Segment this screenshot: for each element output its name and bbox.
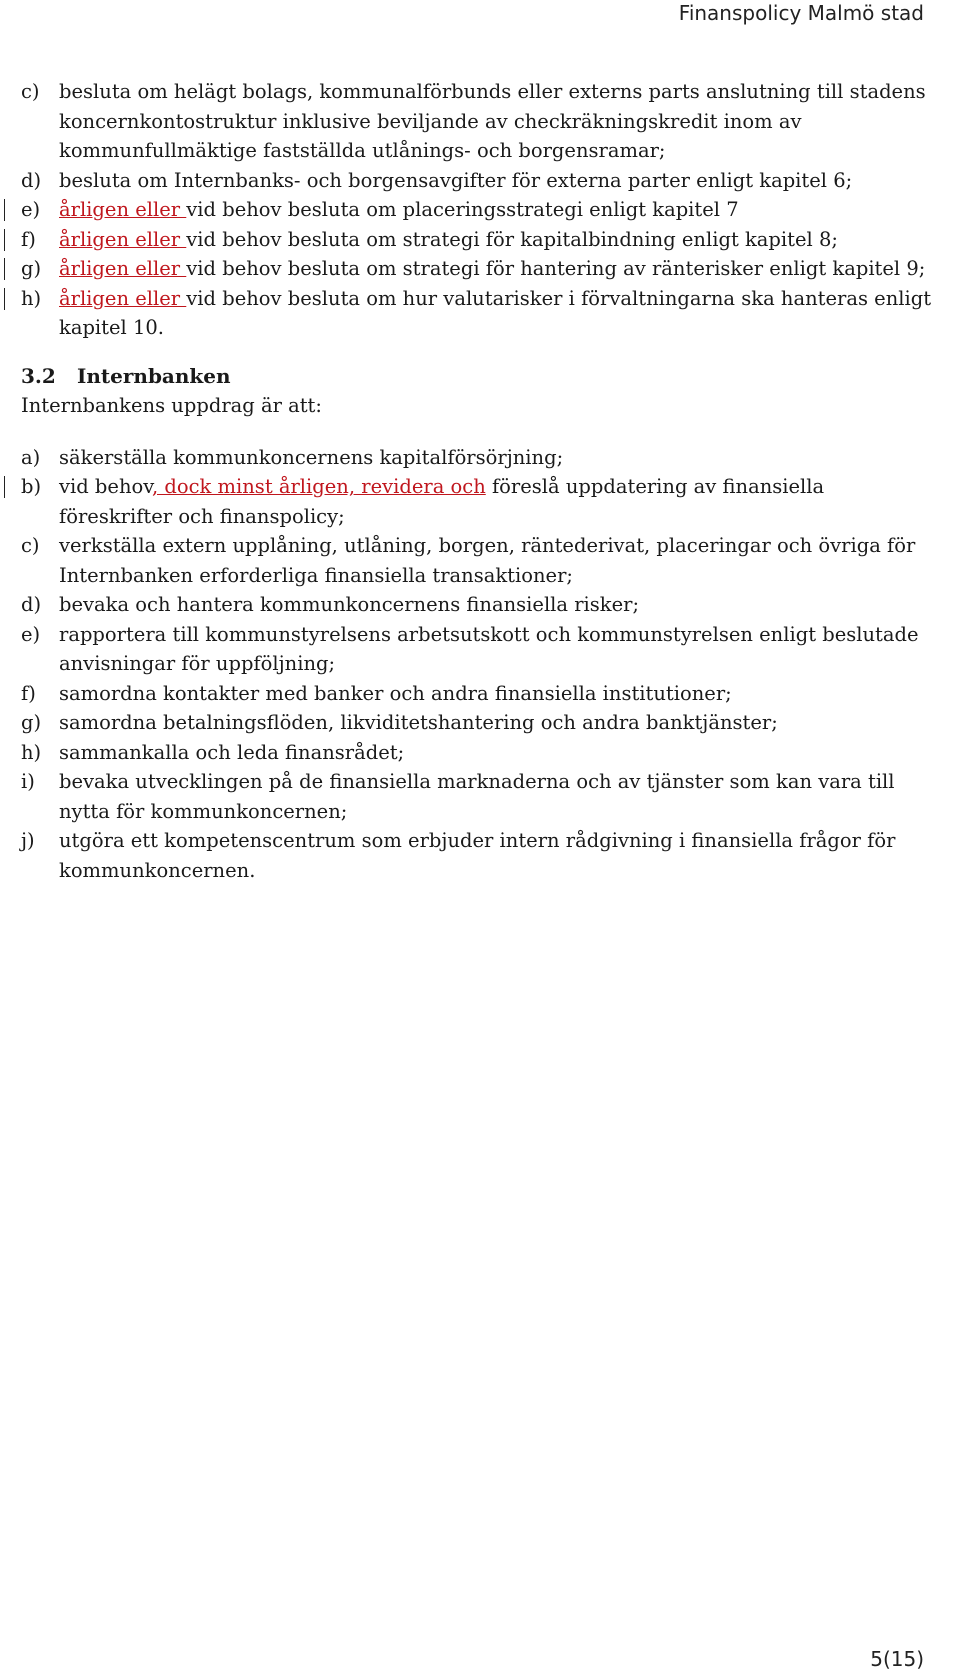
section-intro: Internbankens uppdrag är att: — [21, 393, 322, 417]
list-item — [21, 590, 941, 620]
list-marker: c) — [21, 534, 40, 557]
revision-insert: årligen eller — [59, 227, 187, 251]
list-marker: f) — [21, 227, 36, 251]
change-bar — [4, 258, 5, 280]
section-title: Internbanken — [77, 363, 231, 388]
section-number: 3.2 — [21, 363, 56, 388]
item-text: vid behov besluta om hur valutarisker i förvaltningarna ska hanteras enligt kapitel 10. — [59, 286, 932, 339]
list-item — [21, 826, 941, 885]
list-item — [21, 284, 941, 343]
list-item — [21, 77, 941, 166]
item-text: vid behov besluta om strategi för kapitalbindning enligt kapitel 8; — [186, 227, 838, 251]
revision-insert: årligen eller — [59, 257, 187, 280]
change-bar — [4, 288, 5, 310]
page-header: Finanspolicy Malmö stad — [678, 1, 924, 25]
item-text: bevaka utvecklingen på de finansiella marknaderna och av tjänster som kan vara till nytta för kommunkoncernen; — [59, 770, 895, 823]
revision-insert: årligen eller — [59, 286, 187, 310]
list-item — [21, 708, 941, 738]
page-number: 5(15) — [870, 1647, 924, 1671]
section-heading — [21, 361, 941, 391]
item-text: utgöra ett kompetenscentrum som erbjuder intern rådgivning i finansiella frågor för kommunkoncernen. — [59, 829, 896, 882]
list-marker: c) — [21, 80, 40, 103]
item-text: samordna kontakter med banker och andra finansiella institutioner; — [59, 681, 732, 705]
list-marker: j) — [21, 829, 35, 852]
change-bar — [4, 199, 5, 221]
change-bar — [4, 229, 5, 251]
item-text: bevaka och hantera kommunkoncernens finansiella risker; — [59, 593, 640, 616]
document-body — [21, 77, 941, 885]
list-item — [21, 472, 941, 531]
item-text: rapportera till kommunstyrelsens arbetsutskott och kommunstyrelsen enligt beslutade anvisningar för uppföljning; — [59, 622, 919, 675]
list-marker: a) — [21, 445, 41, 469]
list-marker: i) — [21, 770, 35, 793]
item-text: vid behov besluta om strategi för hantering av ränterisker enligt kapitel 9; — [186, 257, 926, 280]
item-text: besluta om Internbanks- och borgensavgifter för externa parter enligt kapitel 6; — [59, 168, 853, 192]
item-text: vid behov — [59, 475, 152, 498]
list-item — [21, 738, 941, 768]
list-marker: b) — [21, 475, 42, 498]
item-text: säkerställa kommunkoncernens kapitalförsörjning; — [59, 445, 564, 469]
list-item — [21, 531, 941, 590]
list-marker: g) — [21, 257, 42, 280]
list-marker: e) — [21, 622, 41, 646]
item-text: vid behov besluta om placeringsstrategi enligt kapitel 7 — [186, 198, 739, 221]
list-item — [21, 254, 941, 284]
list-item — [21, 767, 941, 826]
list-item — [21, 195, 941, 225]
revision-insert: , dock minst årligen, revidera och — [151, 475, 486, 498]
list-marker: f) — [21, 681, 36, 705]
list-marker: d) — [21, 168, 42, 192]
item-text: verkställa extern upplåning, utlåning, borgen, räntederivat, placeringar och övriga för Internbanken erforderliga finansiella transaktioner; — [59, 534, 916, 587]
list-item — [21, 679, 941, 709]
mission-list — [21, 443, 941, 886]
list-marker: d) — [21, 593, 42, 616]
item-text: besluta om helägt bolags, kommunalförbunds eller externs parts anslutning till stadens koncernkontostruktur inklusive beviljande av checkräkningskredit inom av kommunfullmäktige fastställda utlånings- och borgensramar; — [59, 80, 926, 162]
list-item — [21, 166, 941, 196]
revision-insert: årligen eller — [59, 198, 187, 221]
list-item — [21, 620, 941, 679]
list-marker: e) — [21, 198, 41, 221]
list-marker: h) — [21, 740, 42, 764]
decision-list — [21, 77, 941, 343]
item-text: föreslå uppdatering av finansiella föreskrifter och finanspolicy; — [59, 475, 825, 528]
list-marker: g) — [21, 711, 42, 734]
list-item — [21, 225, 941, 255]
item-text: sammankalla och leda finansrådet; — [59, 740, 405, 764]
change-bar — [4, 476, 5, 498]
list-marker: h) — [21, 286, 42, 310]
list-item — [21, 443, 941, 473]
item-text: samordna betalningsflöden, likviditetshantering och andra banktjänster; — [59, 711, 778, 734]
